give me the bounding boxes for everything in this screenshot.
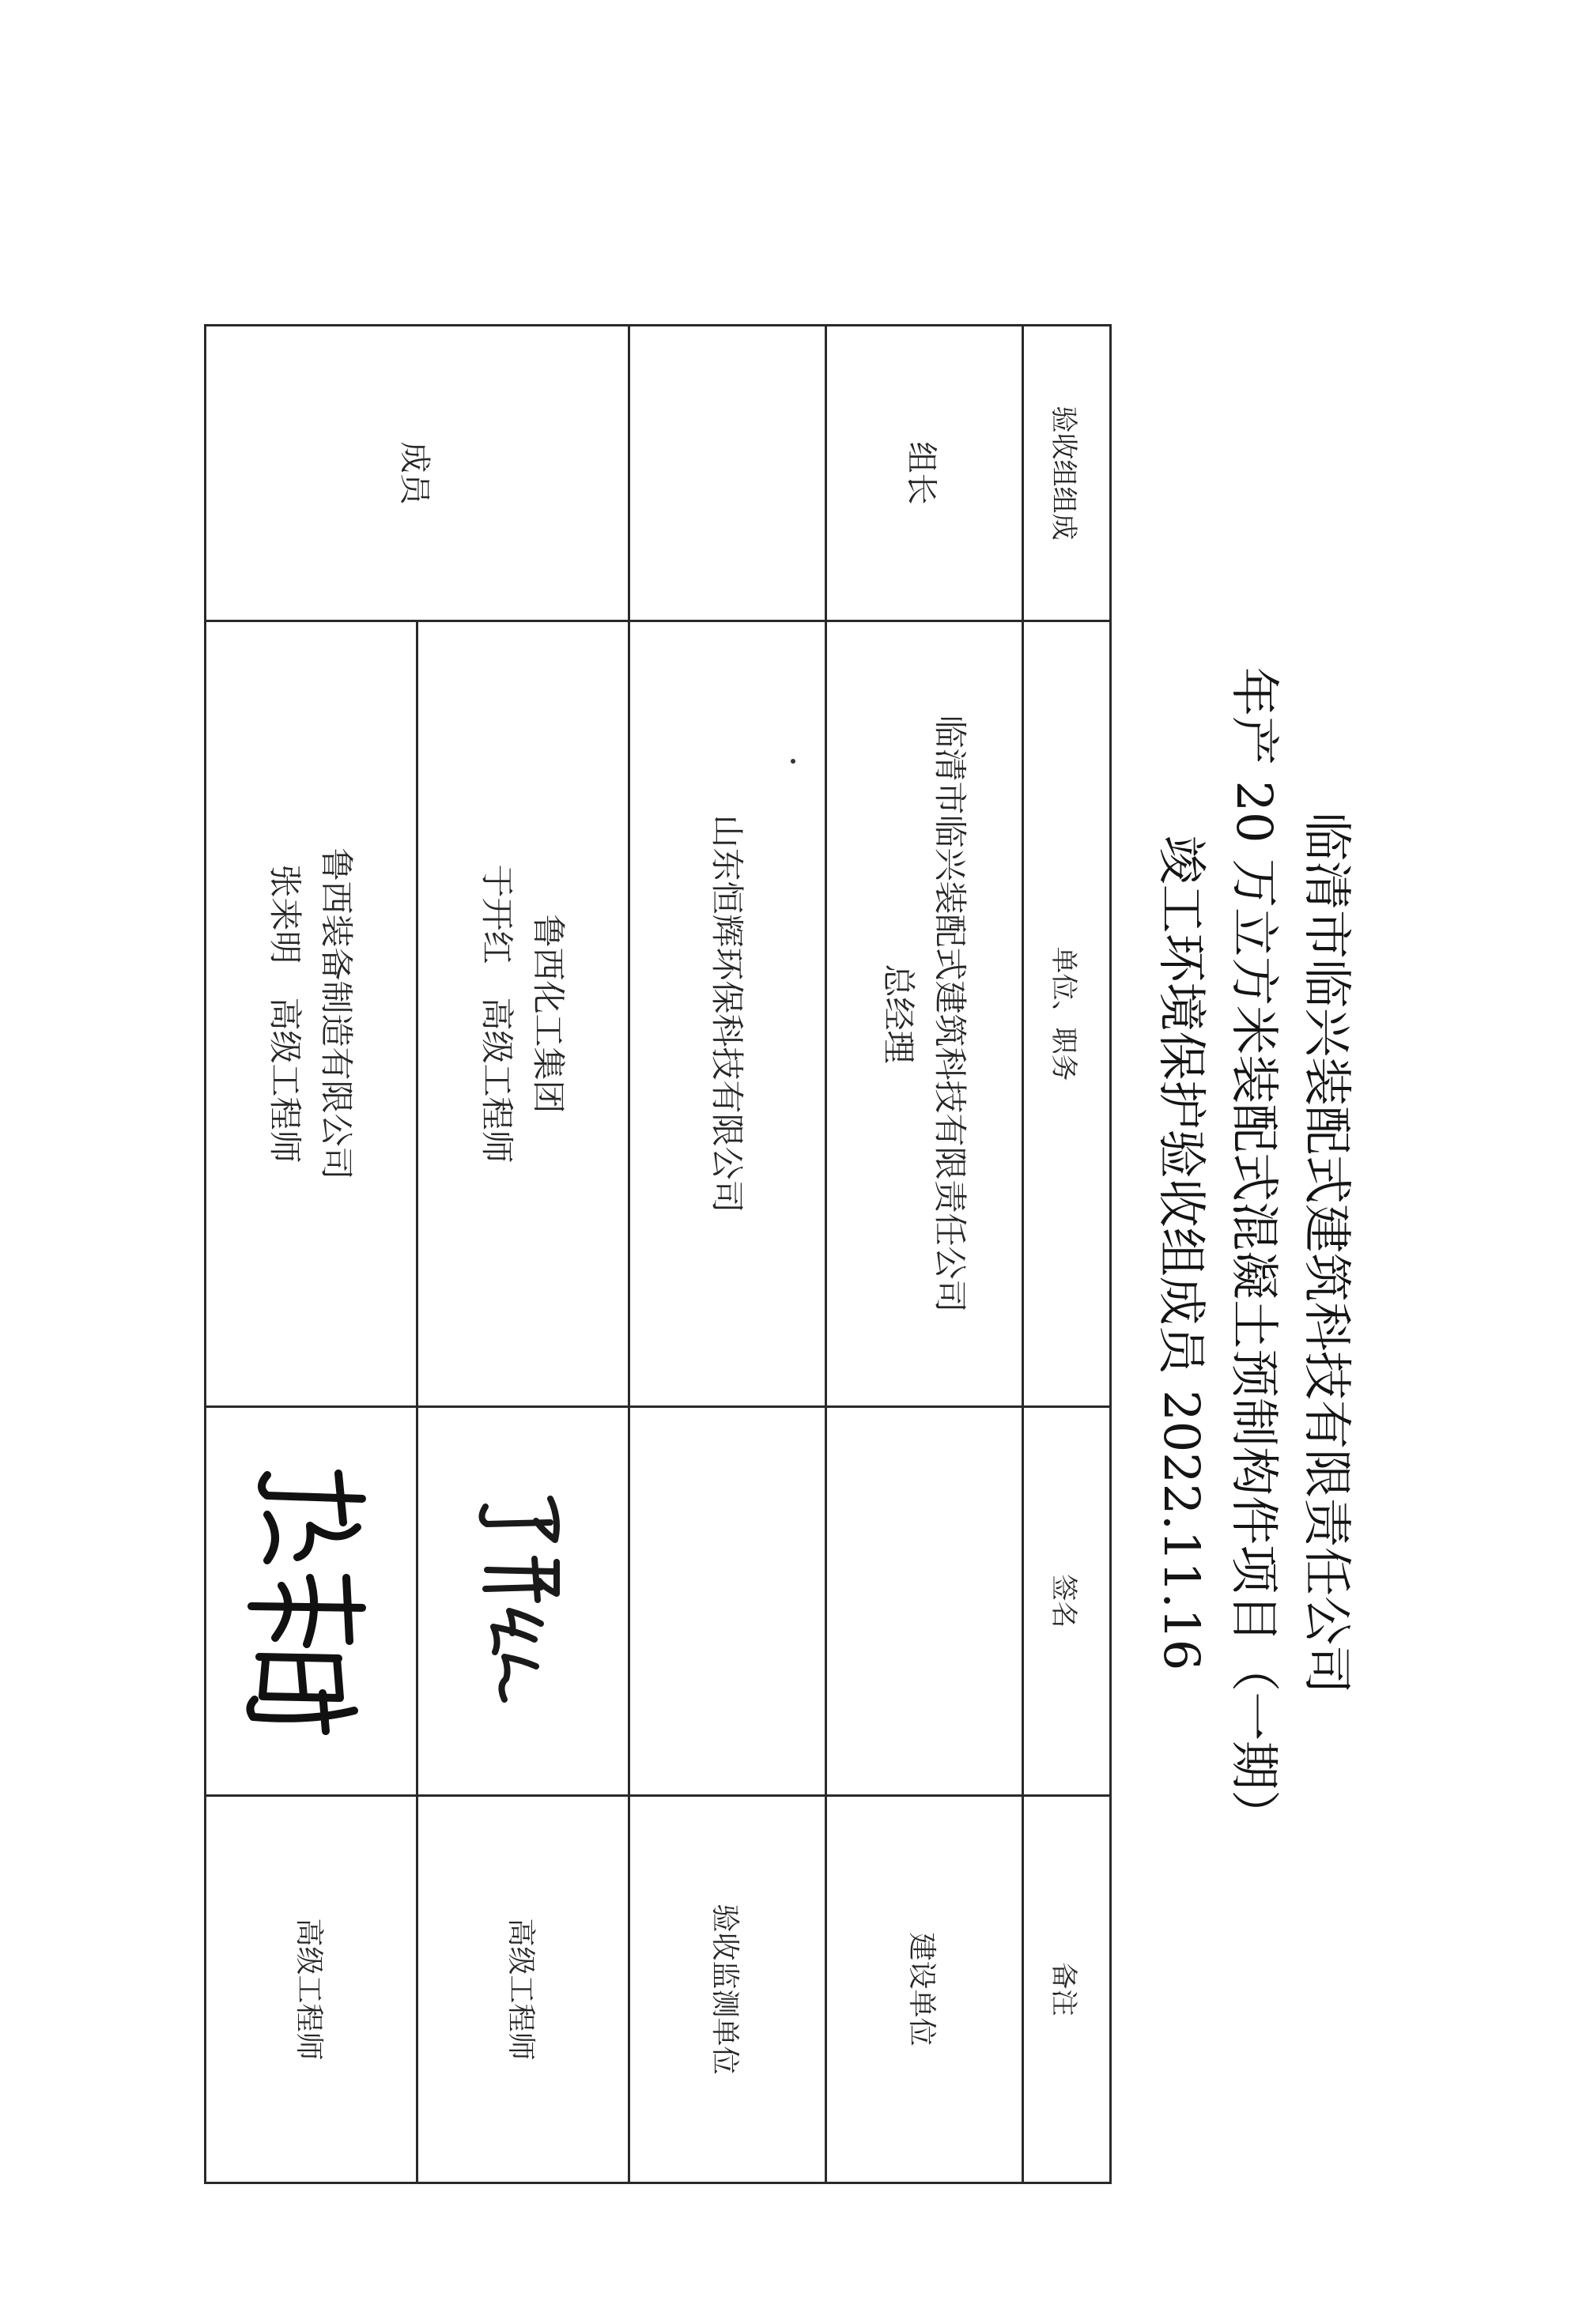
unit-name: 临清市临兴装配式建筑科技有限责任公司 (930, 715, 969, 1313)
unit-name: 鲁西化工集团 (529, 914, 568, 1114)
document-title-project: 年产 20 万立方米装配式混凝土预制构件项目（一期） (1226, 666, 1283, 1839)
position-name: 于开红 高级工程师 (478, 864, 517, 1164)
unit-cell (629, 621, 825, 1407)
acceptance-group-sheet (204, 324, 1390, 2182)
note-cell: 高级工程师 (206, 1796, 417, 2183)
table-header-row (1022, 326, 1110, 2183)
role-cell-empty (629, 326, 825, 621)
table-row (417, 326, 629, 2183)
role-leader: 组长 (825, 326, 1022, 621)
signature-cell (417, 1407, 629, 1796)
header-note: 备注 (1022, 1796, 1110, 2183)
handwritten-signature-zhang (236, 1459, 386, 1744)
note-cell: 建设单位 (825, 1796, 1022, 2183)
acceptance-group-table (204, 324, 1112, 2184)
unit-cell (206, 621, 417, 1407)
position-name: 张来明 高级工程师 (266, 864, 305, 1164)
unit-cell (825, 621, 1022, 1407)
unit-cell (417, 621, 629, 1407)
signature-cell (206, 1407, 417, 1796)
signature-cell-empty (629, 1407, 825, 1796)
note-cell: 验收监测单位 (629, 1796, 825, 2183)
note-cell: 高级工程师 (417, 1796, 629, 2183)
handwritten-signature-yu (463, 1483, 582, 1720)
table-row (629, 326, 825, 2183)
document-title-subject: 竣工环境保护验收组成员 2022.11.16 (1153, 835, 1211, 1671)
header-signature: 签名 (1022, 1407, 1110, 1796)
header-unit-position: 单位、职务 (1022, 621, 1110, 1407)
role-member: 成员 (206, 326, 629, 621)
header-group: 验收组组成 (1022, 326, 1110, 621)
unit-name: 鲁西装备制造有限公司 (317, 847, 357, 1180)
signature-cell-empty (825, 1407, 1022, 1796)
stray-mark (791, 759, 795, 764)
document-title-company: 临清市临兴装配式建筑科技有限责任公司 (1298, 811, 1356, 1694)
position-name: 总经理 (878, 964, 918, 1064)
table-row (825, 326, 1022, 2183)
unit-name: 山东恒辉环保科技有限公司 (708, 814, 747, 1213)
